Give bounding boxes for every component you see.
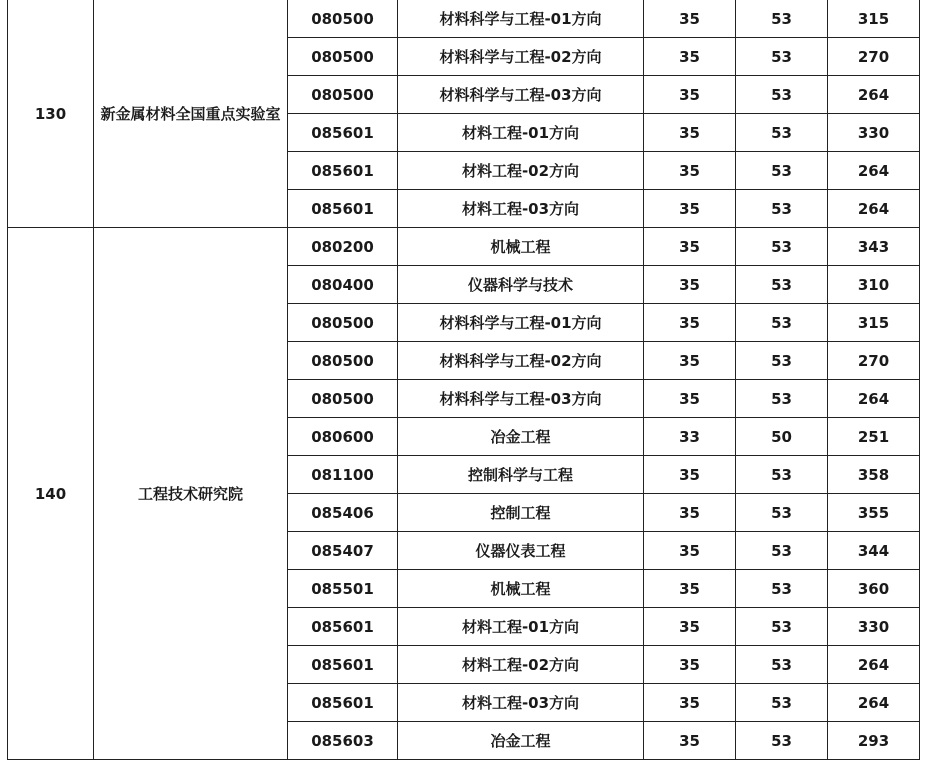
- score-a-cell: 35: [644, 114, 736, 152]
- score-a-cell: 35: [644, 190, 736, 228]
- unit-code-cell: 130: [8, 0, 94, 228]
- total-score-cell: 310: [828, 266, 920, 304]
- major-name-cell: 材料工程-01方向: [398, 608, 644, 646]
- score-a-cell: 35: [644, 570, 736, 608]
- score-b-cell: 53: [736, 380, 828, 418]
- major-name-cell: 机械工程: [398, 228, 644, 266]
- major-code-cell: 080500: [288, 0, 398, 38]
- major-name-cell: 仪器科学与技术: [398, 266, 644, 304]
- major-code-cell: 085601: [288, 152, 398, 190]
- major-name-cell: 材料科学与工程-03方向: [398, 76, 644, 114]
- unit-name-cell: 工程技术研究院: [94, 228, 288, 760]
- unit-code-cell: 140: [8, 228, 94, 760]
- score-a-cell: 35: [644, 266, 736, 304]
- total-score-cell: 270: [828, 38, 920, 76]
- major-name-cell: 材料科学与工程-01方向: [398, 0, 644, 38]
- major-code-cell: 085501: [288, 570, 398, 608]
- score-a-cell: 35: [644, 722, 736, 760]
- score-b-cell: 53: [736, 342, 828, 380]
- major-name-cell: 材料工程-03方向: [398, 190, 644, 228]
- major-code-cell: 080200: [288, 228, 398, 266]
- score-b-cell: 53: [736, 114, 828, 152]
- score-b-cell: 53: [736, 722, 828, 760]
- score-b-cell: 53: [736, 494, 828, 532]
- score-a-cell: 35: [644, 38, 736, 76]
- major-code-cell: 080500: [288, 304, 398, 342]
- major-code-cell: 080500: [288, 342, 398, 380]
- score-b-cell: 53: [736, 0, 828, 38]
- major-code-cell: 085601: [288, 684, 398, 722]
- score-b-cell: 53: [736, 608, 828, 646]
- score-a-cell: 35: [644, 152, 736, 190]
- total-score-cell: 264: [828, 646, 920, 684]
- major-name-cell: 冶金工程: [398, 722, 644, 760]
- score-a-cell: 35: [644, 76, 736, 114]
- score-b-cell: 53: [736, 570, 828, 608]
- score-b-cell: 53: [736, 532, 828, 570]
- total-score-cell: 251: [828, 418, 920, 456]
- major-name-cell: 材料科学与工程-02方向: [398, 342, 644, 380]
- total-score-cell: 264: [828, 380, 920, 418]
- table-row: [8, 228, 920, 266]
- score-a-cell: 35: [644, 304, 736, 342]
- major-name-cell: 材料科学与工程-03方向: [398, 380, 644, 418]
- score-a-cell: 35: [644, 380, 736, 418]
- score-b-cell: 53: [736, 266, 828, 304]
- major-code-cell: 085601: [288, 190, 398, 228]
- total-score-cell: 264: [828, 76, 920, 114]
- major-code-cell: 085603: [288, 722, 398, 760]
- major-name-cell: 控制科学与工程: [398, 456, 644, 494]
- score-a-cell: 35: [644, 342, 736, 380]
- major-code-cell: 085601: [288, 114, 398, 152]
- score-a-cell: 35: [644, 684, 736, 722]
- total-score-cell: 358: [828, 456, 920, 494]
- score-b-cell: 53: [736, 152, 828, 190]
- major-code-cell: 080500: [288, 76, 398, 114]
- major-code-cell: 081100: [288, 456, 398, 494]
- score-b-cell: 53: [736, 38, 828, 76]
- total-score-cell: 330: [828, 608, 920, 646]
- total-score-cell: 270: [828, 342, 920, 380]
- major-code-cell: 080500: [288, 38, 398, 76]
- total-score-cell: 315: [828, 304, 920, 342]
- score-a-cell: 33: [644, 418, 736, 456]
- score-table: [7, 0, 920, 760]
- score-a-cell: 35: [644, 228, 736, 266]
- unit-name-cell: 新金属材料全国重点实验室: [94, 0, 288, 228]
- total-score-cell: 343: [828, 228, 920, 266]
- total-score-cell: 344: [828, 532, 920, 570]
- major-code-cell: 085601: [288, 608, 398, 646]
- score-b-cell: 50: [736, 418, 828, 456]
- total-score-cell: 360: [828, 570, 920, 608]
- major-name-cell: 材料工程-01方向: [398, 114, 644, 152]
- major-code-cell: 080400: [288, 266, 398, 304]
- table-row: [8, 0, 920, 38]
- score-b-cell: 53: [736, 684, 828, 722]
- major-name-cell: 控制工程: [398, 494, 644, 532]
- score-a-cell: 35: [644, 456, 736, 494]
- major-name-cell: 材料科学与工程-01方向: [398, 304, 644, 342]
- table-body: [8, 0, 920, 760]
- major-code-cell: 085407: [288, 532, 398, 570]
- major-code-cell: 080600: [288, 418, 398, 456]
- major-name-cell: 机械工程: [398, 570, 644, 608]
- score-a-cell: 35: [644, 608, 736, 646]
- major-code-cell: 085406: [288, 494, 398, 532]
- score-a-cell: 35: [644, 646, 736, 684]
- major-name-cell: 仪器仪表工程: [398, 532, 644, 570]
- total-score-cell: 264: [828, 684, 920, 722]
- score-a-cell: 35: [644, 532, 736, 570]
- major-code-cell: 080500: [288, 380, 398, 418]
- score-b-cell: 53: [736, 228, 828, 266]
- score-b-cell: 53: [736, 190, 828, 228]
- major-code-cell: 085601: [288, 646, 398, 684]
- total-score-cell: 264: [828, 190, 920, 228]
- total-score-cell: 264: [828, 152, 920, 190]
- major-name-cell: 材料工程-02方向: [398, 152, 644, 190]
- total-score-cell: 315: [828, 0, 920, 38]
- total-score-cell: 330: [828, 114, 920, 152]
- major-name-cell: 材料科学与工程-02方向: [398, 38, 644, 76]
- major-name-cell: 冶金工程: [398, 418, 644, 456]
- major-name-cell: 材料工程-02方向: [398, 646, 644, 684]
- score-b-cell: 53: [736, 76, 828, 114]
- total-score-cell: 293: [828, 722, 920, 760]
- score-b-cell: 53: [736, 646, 828, 684]
- total-score-cell: 355: [828, 494, 920, 532]
- score-a-cell: 35: [644, 494, 736, 532]
- score-a-cell: 35: [644, 0, 736, 38]
- score-b-cell: 53: [736, 304, 828, 342]
- score-b-cell: 53: [736, 456, 828, 494]
- major-name-cell: 材料工程-03方向: [398, 684, 644, 722]
